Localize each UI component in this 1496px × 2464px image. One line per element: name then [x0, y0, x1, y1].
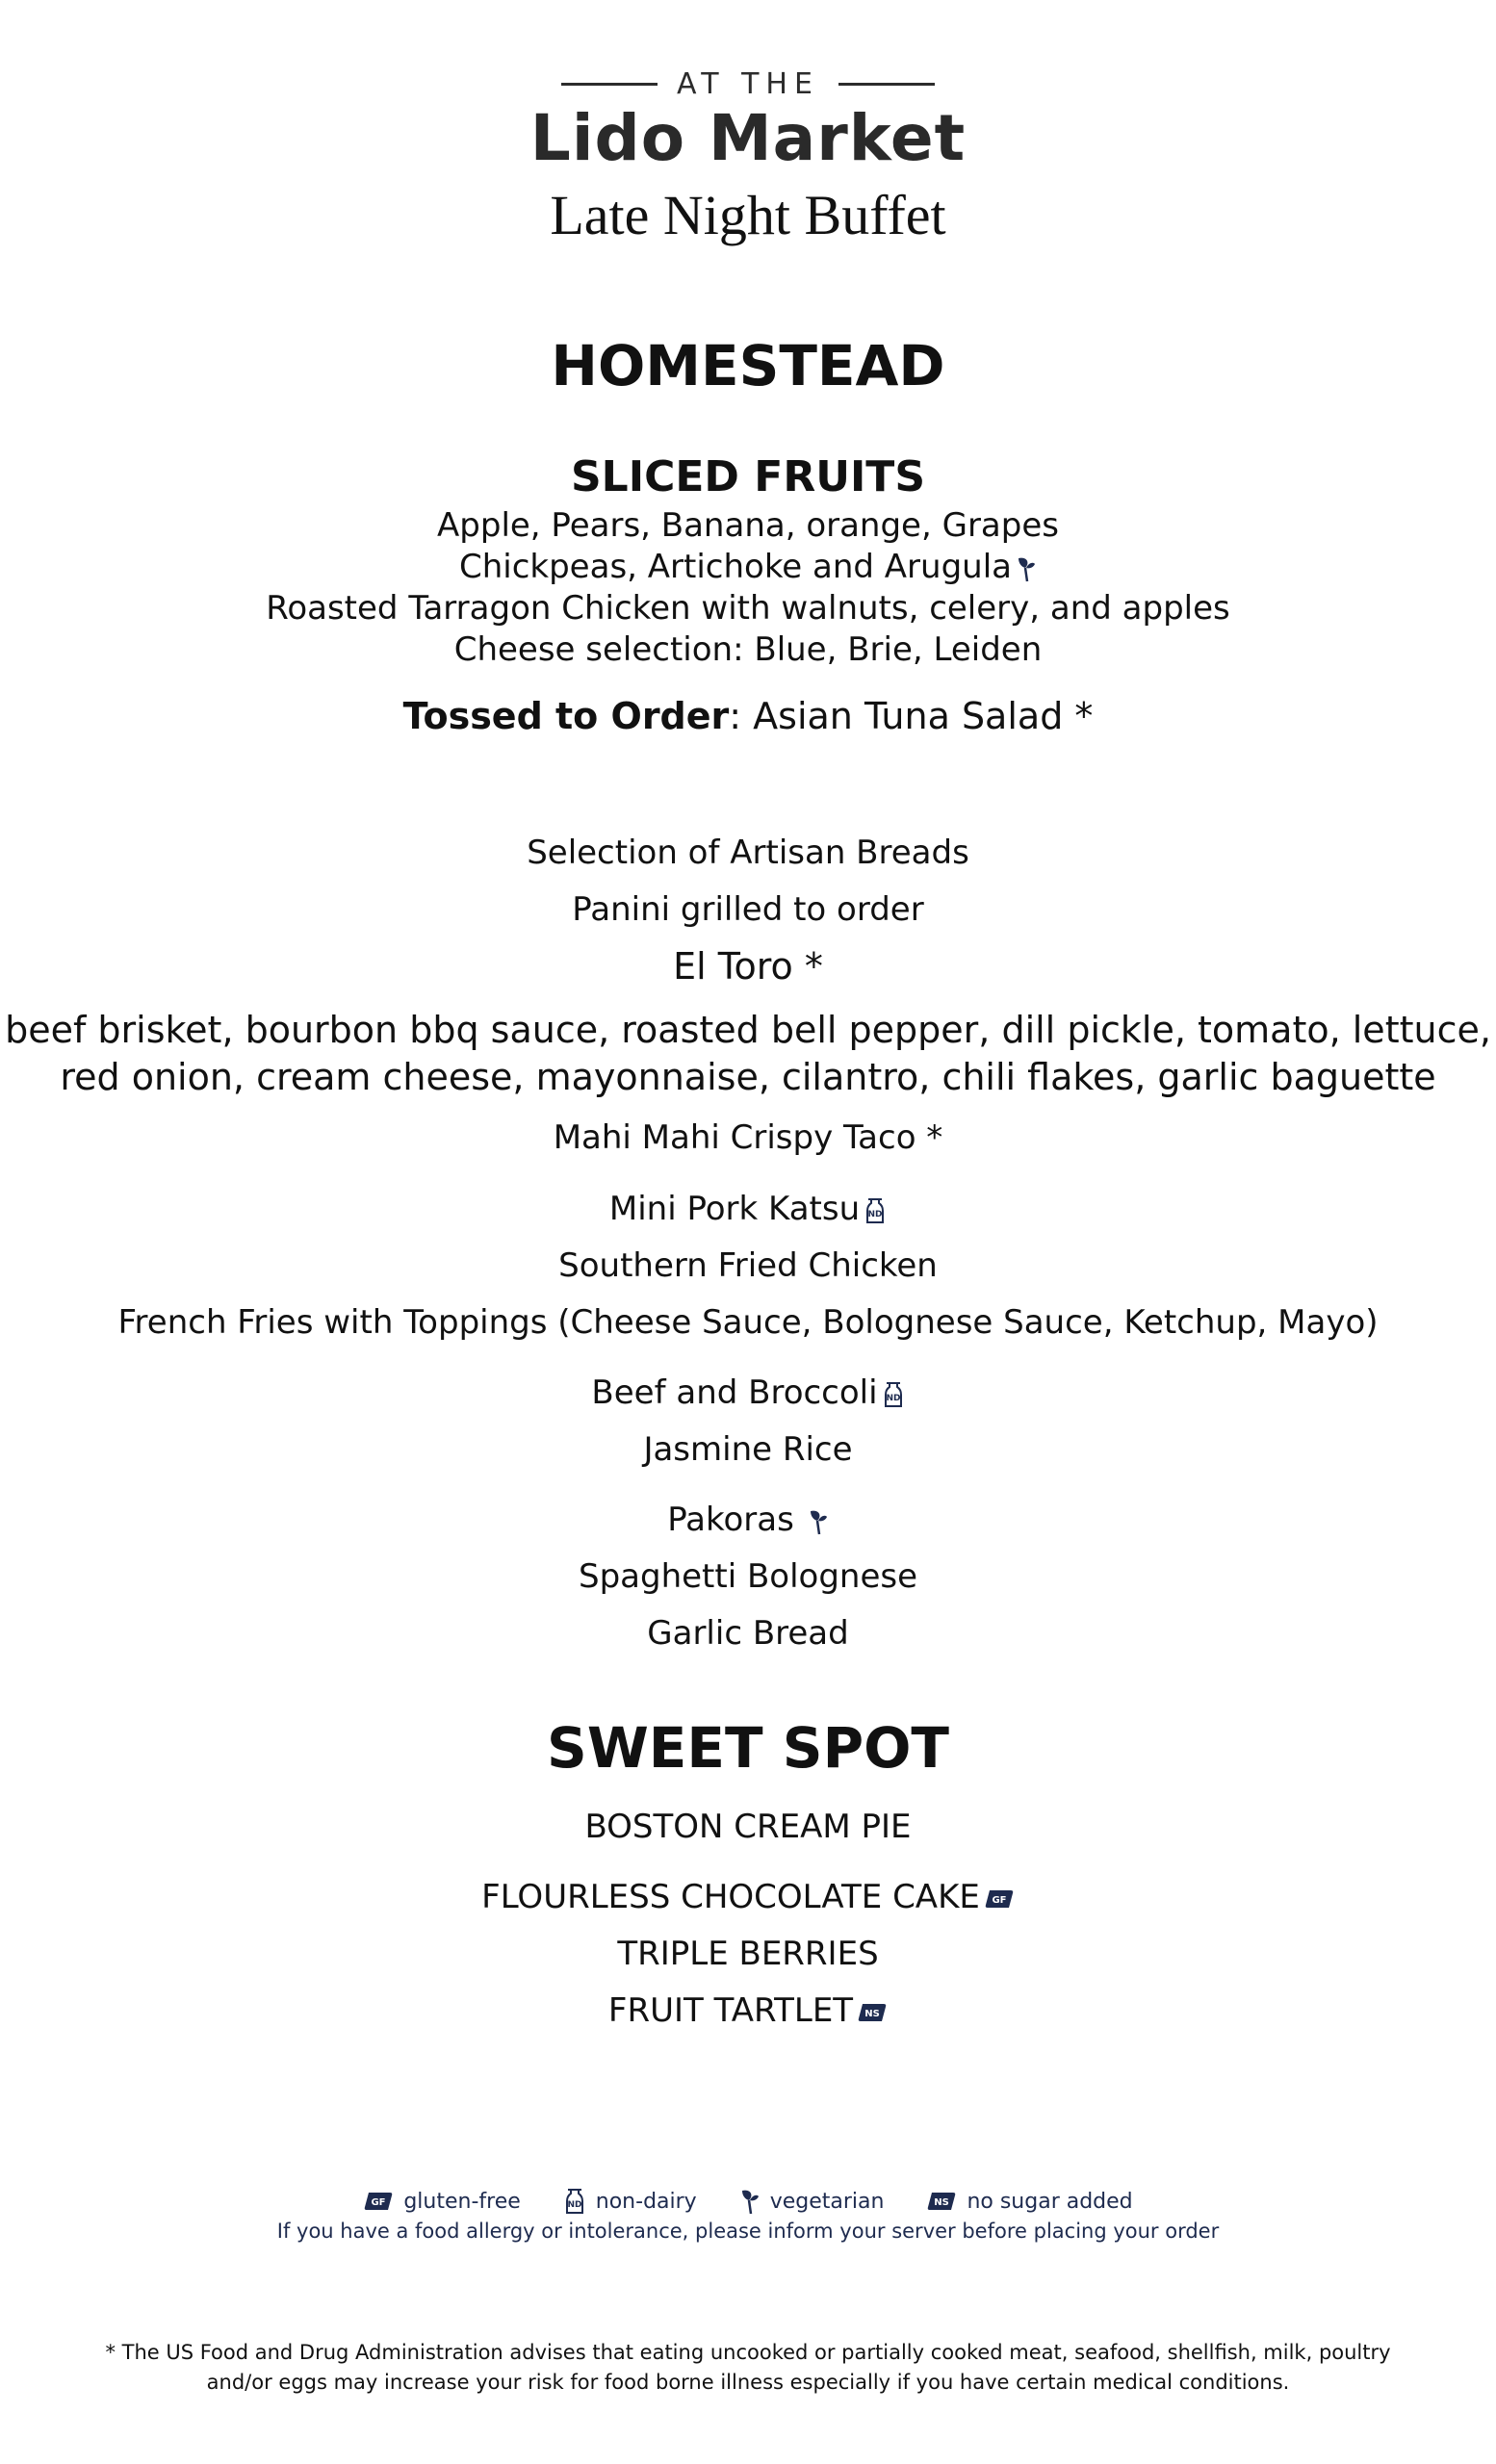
menu-item-label: Mini Pork Katsu	[608, 1190, 861, 1228]
svg-text:NS: NS	[934, 2197, 950, 2208]
menu-item-label: FRUIT TARTLET	[607, 1991, 854, 2030]
non-dairy-icon	[864, 1196, 887, 1225]
legend-label: no sugar added	[967, 2189, 1133, 2214]
section-title-sliced-fruits: SLICED FRUITS	[570, 452, 926, 501]
tossed-to-order-label: Tossed to Order	[402, 695, 730, 737]
legend-label: vegetarian	[769, 2189, 885, 2214]
menu-item: Garlic Bread	[647, 1614, 849, 1653]
allergy-notice: If you have a food allergy or intolerance, please inform your server before placing your order	[276, 2220, 1220, 2243]
menu-item: Apple, Pears, Banana, orange, Grapes	[437, 506, 1059, 545]
menu-item: Cheese selection: Blue, Brie, Leiden	[453, 630, 1043, 669]
header-rule-left	[561, 83, 658, 86]
menu-item: Spaghetti Bolognese	[578, 1557, 918, 1596]
non-dairy-icon	[882, 1380, 905, 1409]
menu-item-label: Pakoras	[667, 1501, 794, 1539]
menu-item-pork-katsu	[0, 1190, 1496, 1228]
legend-label: gluten-free	[403, 2189, 521, 2214]
svg-text:GF: GF	[992, 1894, 1007, 1906]
menu-item-chickpeas	[0, 548, 1496, 586]
menu-item-label: Beef and Broccoli	[591, 1373, 878, 1412]
section-title-homestead: HOMESTEAD	[551, 333, 945, 398]
menu-item-pakoras	[0, 1501, 1496, 1539]
at-the-label: AT THE	[677, 66, 819, 101]
menu-item-label: FLOURLESS CHOCOLATE CAKE	[481, 1878, 980, 1916]
menu-item-beef-broccoli	[0, 1373, 1496, 1412]
svg-text:NS: NS	[864, 2008, 880, 2019]
menu-item: Panini grilled to order	[572, 890, 924, 929]
legend-no-sugar	[926, 2190, 1132, 2214]
svg-text:ND: ND	[867, 1209, 883, 1219]
fda-advisory-line-2: and/or eggs may increase your risk for food borne illness especially if you have certain medical conditions.	[206, 2371, 1290, 2394]
svg-text:GF: GF	[371, 2197, 386, 2208]
legend-vegetarian	[739, 2187, 885, 2216]
dessert-item: TRIPLE BERRIES	[617, 1935, 879, 1973]
dessert-item-fruit-tartlet	[0, 1991, 1496, 2030]
vegetarian-icon	[739, 2187, 761, 2216]
el-toro-description-1: beef brisket, bourbon bbq sauce, roasted bell pepper, dill pickle, tomato, lettuce,	[5, 1009, 1491, 1051]
tossed-to-order-value: : Asian Tuna Salad *	[729, 695, 1094, 737]
menu-item: Roasted Tarragon Chicken with walnuts, celery, and apples	[266, 589, 1230, 628]
svg-text:ND: ND	[886, 1393, 901, 1403]
el-toro-description-2: red onion, cream cheese, mayonnaise, cilantro, chili flakes, garlic baguette	[60, 1056, 1436, 1098]
legend-label: non-dairy	[595, 2189, 697, 2214]
gluten-free-icon	[363, 2191, 394, 2212]
non-dairy-icon	[563, 2187, 586, 2216]
legend-non-dairy	[563, 2187, 697, 2216]
gluten-free-icon	[984, 1888, 1015, 1910]
menu-item: Selection of Artisan Breads	[527, 834, 969, 872]
menu-item-el-toro: El Toro *	[673, 945, 823, 988]
dessert-item-flourless-cake	[0, 1878, 1496, 1916]
menu-item-label: Chickpeas, Artichoke and Arugula	[458, 548, 1012, 586]
brand-name: Lido Market	[529, 101, 967, 175]
no-sugar-icon	[857, 2002, 888, 2023]
svg-text:ND: ND	[567, 2200, 582, 2210]
menu-item: Jasmine Rice	[643, 1430, 853, 1469]
fda-advisory-line-1: * The US Food and Drug Administration advises that eating uncooked or partially cooked meat, seafood, shellfish, milk, poultry	[105, 2341, 1391, 2364]
vegetarian-icon	[808, 1507, 829, 1536]
dessert-item: BOSTON CREAM PIE	[584, 1808, 912, 1846]
no-sugar-icon	[926, 2191, 957, 2212]
dietary-legend	[0, 2187, 1496, 2216]
menu-item: Southern Fried Chicken	[558, 1246, 938, 1285]
section-title-sweet-spot: SWEET SPOT	[547, 1715, 949, 1781]
tossed-to-order-line	[0, 695, 1496, 737]
header-rule-right	[838, 83, 935, 86]
vegetarian-icon	[1016, 554, 1037, 583]
legend-gluten-free	[363, 2190, 520, 2214]
menu-item: French Fries with Toppings (Cheese Sauce, Bolognese Sauce, Ketchup, Mayo)	[117, 1303, 1379, 1342]
menu-subtitle: Late Night Buffet	[550, 184, 946, 246]
menu-item: Mahi Mahi Crispy Taco *	[553, 1118, 943, 1157]
